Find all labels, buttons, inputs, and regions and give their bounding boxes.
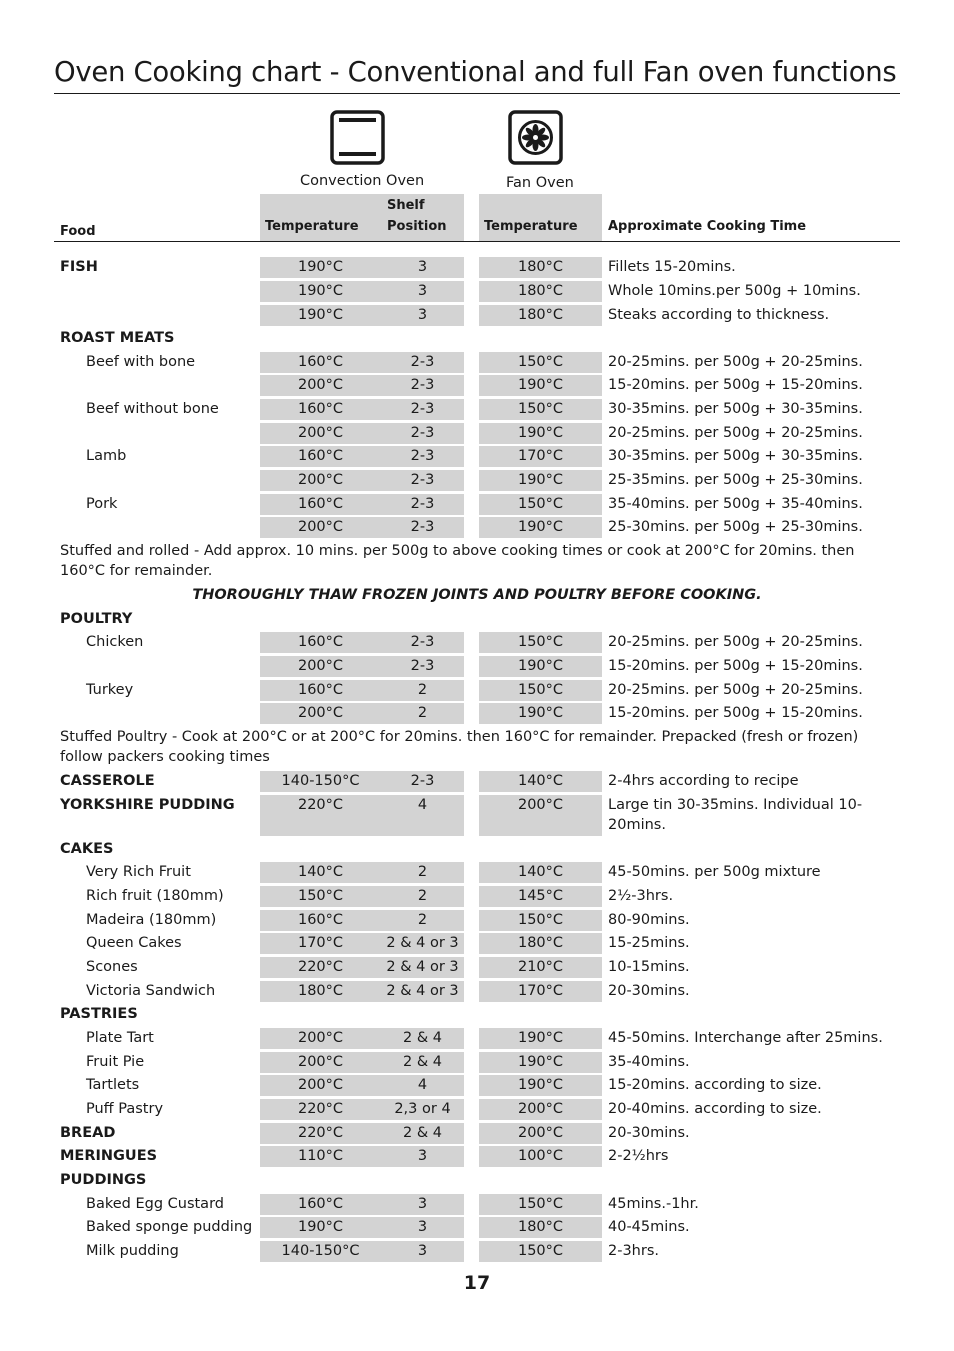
shelf-position: 2 [381, 703, 464, 724]
page-number: 17 [463, 1272, 491, 1294]
shelf-position: 2 & 4 [381, 1028, 464, 1049]
food-label: Rich fruit (180mm) [86, 888, 224, 904]
fan-temperature-header: Temperature [484, 219, 578, 234]
convection-oven-label: Convection Oven [300, 173, 425, 189]
convection-temperature: 160°C [260, 352, 381, 373]
cooking-time: Whole 10mins.per 500g + 10mins. [608, 283, 861, 299]
food-label: Plate Tart [86, 1030, 154, 1046]
fan-temperature: 170°C [479, 981, 602, 1002]
convection-temperature: 190°C [260, 257, 381, 278]
cooking-time: 15-20mins. per 500g + 15-20mins. [608, 658, 863, 674]
fan-temperature: 140°C [479, 862, 602, 883]
cooking-time: 40-45mins. [608, 1219, 690, 1235]
table-row [0, 446, 954, 467]
shelf-position: 2 & 4 or 3 [381, 957, 464, 978]
fan-temperature: 190°C [479, 1052, 602, 1073]
food-label: Fruit Pie [86, 1054, 145, 1070]
convection-temperature: 200°C [260, 470, 381, 491]
convection-temperature: 220°C [260, 1123, 381, 1144]
food-column-header: Food [60, 224, 96, 239]
table-row [0, 1146, 954, 1167]
fan-temperature: 150°C [479, 680, 602, 701]
convection-temperature: 200°C [260, 703, 381, 724]
cooking-time: 20-30mins. [608, 1125, 690, 1141]
shelf-position: 2,3 or 4 [381, 1099, 464, 1120]
convection-temperature: 200°C [260, 1052, 381, 1073]
shelf-position: 2-3 [381, 517, 464, 538]
food-label: POULTRY [60, 611, 133, 627]
shelf-position: 3 [381, 257, 464, 278]
shelf-position: 2-3 [381, 375, 464, 396]
convection-temperature: 220°C [260, 1099, 381, 1120]
shelf-position: 4 [381, 1075, 464, 1096]
shelf-position: 3 [381, 1194, 464, 1215]
table-row [0, 795, 954, 836]
food-label: Tartlets [86, 1077, 140, 1093]
food-label: Beef with bone [86, 354, 196, 370]
convection-temperature: 160°C [260, 632, 381, 653]
convection-oven-icon [330, 110, 385, 165]
stuffed-rolled-note: Stuffed and rolled - Add approx. 10 mins. per 500g to above cooking times or cook at 200°C for 20mins. then 160°C for remainder. [60, 543, 855, 579]
fan-temperature: 190°C [479, 1075, 602, 1096]
food-label: Chicken [86, 634, 144, 650]
cooking-time: 20-25mins. per 500g + 20-25mins. [608, 634, 863, 650]
shelf-position: 3 [381, 1146, 464, 1167]
convection-temperature: 170°C [260, 933, 381, 954]
table-row [0, 886, 954, 907]
food-label: Madeira (180mm) [86, 912, 217, 928]
stuffed-poultry-note: Stuffed Poultry - Cook at 200°C or at 200°C for 20mins. then 160°C for remainder. Prepacked (fresh or frozen) follow packers cooking times [60, 729, 859, 765]
fan-temperature: 200°C [479, 795, 602, 836]
shelf-position: 2-3 [381, 494, 464, 515]
convection-temperature: 200°C [260, 1075, 381, 1096]
fan-temperature: 150°C [479, 494, 602, 515]
fan-temperature: 150°C [479, 632, 602, 653]
convection-temperature: 180°C [260, 981, 381, 1002]
food-label: PUDDINGS [60, 1172, 147, 1188]
food-label: MERINGUES [60, 1148, 158, 1164]
table-row [0, 375, 954, 396]
convection-temperature: 160°C [260, 1194, 381, 1215]
food-label: YORKSHIRE PUDDING [60, 797, 235, 813]
cooking-time: 20-25mins. per 500g + 20-25mins. [608, 354, 863, 370]
shelf-position: 2-3 [381, 352, 464, 373]
shelf-header-line1: Shelf [387, 198, 425, 213]
convection-temperature: 200°C [260, 656, 381, 677]
convection-temperature: 200°C [260, 517, 381, 538]
table-row [0, 423, 954, 444]
food-label: CASSEROLE [60, 773, 155, 789]
convection-temperature: 220°C [260, 957, 381, 978]
title-divider [54, 93, 900, 94]
cooking-time: 35-40mins. per 500g + 35-40mins. [608, 496, 863, 512]
fan-temperature: 210°C [479, 957, 602, 978]
table-row [0, 910, 954, 931]
food-label: CAKES [60, 841, 114, 857]
convection-temperature: 140°C [260, 862, 381, 883]
table-row [0, 1052, 954, 1073]
fan-temperature: 200°C [479, 1099, 602, 1120]
food-label: Scones [86, 959, 138, 975]
convection-temperature: 140-150°C [260, 1241, 381, 1262]
convection-temperature: 220°C [260, 795, 381, 836]
convection-temperature: 110°C [260, 1146, 381, 1167]
fan-temperature: 200°C [479, 1123, 602, 1144]
fan-temperature: 190°C [479, 375, 602, 396]
fan-temperature: 150°C [479, 399, 602, 420]
table-row [0, 352, 954, 373]
convection-temperature: 200°C [260, 1028, 381, 1049]
shelf-position: 3 [381, 281, 464, 302]
convection-temperature: 190°C [260, 1217, 381, 1238]
shelf-position: 2 & 4 [381, 1123, 464, 1144]
convection-temperature: 160°C [260, 399, 381, 420]
food-label: BREAD [60, 1125, 116, 1141]
fan-temperature: 190°C [479, 423, 602, 444]
cooking-time: 15-20mins. per 500g + 15-20mins. [608, 705, 863, 721]
fan-temperature: 150°C [479, 1194, 602, 1215]
shelf-position: 2 & 4 or 3 [381, 981, 464, 1002]
cooking-time: 45mins.-1hr. [608, 1196, 699, 1212]
table-row [0, 656, 954, 677]
header-divider [54, 241, 900, 242]
fan-temperature: 190°C [479, 1028, 602, 1049]
cooking-time: 15-20mins. per 500g + 15-20mins. [608, 377, 863, 393]
thaw-warning: THOROUGHLY THAW FROZEN JOINTS AND POULTRY BEFORE COOKING. [192, 587, 762, 603]
table-row [0, 703, 954, 724]
fan-temperature: 170°C [479, 446, 602, 467]
food-label: Puff Pastry [86, 1101, 164, 1117]
fan-temperature: 140°C [479, 771, 602, 792]
cooking-time: 45-50mins. Interchange after 25mins. [608, 1030, 883, 1046]
food-label: Pork [86, 496, 118, 512]
fan-temperature: 190°C [479, 703, 602, 724]
shelf-position: 2-3 [381, 399, 464, 420]
convection-temperature-header: Temperature [265, 219, 359, 234]
shelf-position: 3 [381, 1217, 464, 1238]
fan-temperature: 150°C [479, 1241, 602, 1262]
shelf-position: 3 [381, 1241, 464, 1262]
shelf-position: 2-3 [381, 656, 464, 677]
shelf-position: 2-3 [381, 632, 464, 653]
cooking-time: Fillets 15-20mins. [608, 259, 736, 275]
table-row [0, 957, 954, 978]
cooking-time: 20-25mins. per 500g + 20-25mins. [608, 682, 863, 698]
shelf-position: 4 [381, 795, 464, 836]
fan-oven-icon [508, 110, 563, 165]
shelf-position: 2 & 4 or 3 [381, 933, 464, 954]
shelf-position: 2-3 [381, 771, 464, 792]
table-row [0, 305, 954, 326]
convection-temperature: 160°C [260, 446, 381, 467]
convection-temperature: 200°C [260, 423, 381, 444]
table-row [0, 1194, 954, 1215]
table-row [0, 257, 954, 278]
food-label: FISH [60, 259, 98, 275]
shelf-position: 2 & 4 [381, 1052, 464, 1073]
convection-temperature: 160°C [260, 494, 381, 515]
table-row [0, 862, 954, 883]
shelf-position: 2-3 [381, 446, 464, 467]
table-row [0, 1241, 954, 1262]
fan-temperature: 190°C [479, 656, 602, 677]
fan-temperature: 150°C [479, 352, 602, 373]
fan-temperature: 180°C [479, 1217, 602, 1238]
convection-temperature: 200°C [260, 375, 381, 396]
food-label: Baked Egg Custard [86, 1196, 224, 1212]
food-label: Very Rich Fruit [86, 864, 191, 880]
shelf-header-line2: Position [387, 219, 447, 234]
fan-temperature: 100°C [479, 1146, 602, 1167]
fan-oven-label: Fan Oven [506, 175, 574, 191]
category-heading [0, 1004, 954, 1025]
table-row [0, 1123, 954, 1144]
cooking-time: 2-4hrs according to recipe [608, 773, 799, 789]
fan-temperature: 180°C [479, 933, 602, 954]
cooking-time: 30-35mins. per 500g + 30-35mins. [608, 401, 863, 417]
fan-temperature: 190°C [479, 517, 602, 538]
food-label: Beef without bone [86, 401, 219, 417]
food-label: Queen Cakes [86, 935, 182, 951]
cooking-time: 20-25mins. per 500g + 20-25mins. [608, 425, 863, 441]
cooking-time: 80-90mins. [608, 912, 690, 928]
fan-temperature: 145°C [479, 886, 602, 907]
table-row [0, 771, 954, 792]
table-row [0, 933, 954, 954]
category-heading [0, 328, 954, 349]
fan-temperature: 180°C [479, 257, 602, 278]
cooking-time: 35-40mins. [608, 1054, 690, 1070]
category-heading [0, 839, 954, 860]
fan-temperature: 180°C [479, 305, 602, 326]
table-row [0, 981, 954, 1002]
cooking-time: Large tin 30-35mins. Individual 10-20mins. [608, 797, 863, 833]
food-label: Baked sponge pudding [86, 1219, 253, 1235]
shelf-position: 2 [381, 862, 464, 883]
category-heading [0, 1170, 954, 1191]
cooking-time: 10-15mins. [608, 959, 690, 975]
cooking-time: 20-30mins. [608, 983, 690, 999]
convection-temperature: 160°C [260, 910, 381, 931]
cooking-time: 2-2½hrs [608, 1148, 669, 1164]
shelf-position: 2 [381, 910, 464, 931]
shelf-position: 2-3 [381, 470, 464, 491]
convection-temperature: 190°C [260, 305, 381, 326]
shelf-position: 2 [381, 680, 464, 701]
cooking-time: 15-20mins. according to size. [608, 1077, 822, 1093]
cooking-time: 2-3hrs. [608, 1243, 659, 1259]
food-label: Lamb [86, 448, 127, 464]
shelf-position-header [387, 195, 447, 237]
food-label: Turkey [86, 682, 134, 698]
fan-temperature: 180°C [479, 281, 602, 302]
cooking-time: 30-35mins. per 500g + 30-35mins. [608, 448, 863, 464]
shelf-position: 2-3 [381, 423, 464, 444]
table-row [0, 680, 954, 701]
table-row [0, 470, 954, 491]
food-label: PASTRIES [60, 1006, 138, 1022]
convection-temperature: 150°C [260, 886, 381, 907]
table-row [0, 494, 954, 515]
table-row [0, 1028, 954, 1049]
convection-temperature: 140-150°C [260, 771, 381, 792]
table-row [0, 1217, 954, 1238]
page-title: Oven Cooking chart - Conventional and full Fan oven functions [54, 56, 897, 88]
cooking-time: 20-40mins. according to size. [608, 1101, 822, 1117]
fan-temperature: 150°C [479, 910, 602, 931]
table-row [0, 517, 954, 538]
table-row [0, 399, 954, 420]
cooking-time-header: Approximate Cooking Time [608, 219, 807, 234]
food-label: ROAST MEATS [60, 330, 175, 346]
cooking-time: 2½-3hrs. [608, 888, 674, 904]
cooking-time: 45-50mins. per 500g mixture [608, 864, 821, 880]
food-label: Victoria Sandwich [86, 983, 216, 999]
fan-temperature: 190°C [479, 470, 602, 491]
convection-temperature: 190°C [260, 281, 381, 302]
cooking-time: 15-25mins. [608, 935, 690, 951]
category-heading [0, 609, 954, 630]
convection-temperature: 160°C [260, 680, 381, 701]
food-label: Milk pudding [86, 1243, 179, 1259]
shelf-position: 3 [381, 305, 464, 326]
shelf-position: 2 [381, 886, 464, 907]
cooking-time: 25-30mins. per 500g + 25-30mins. [608, 519, 863, 535]
cooking-time: Steaks according to thickness. [608, 307, 830, 323]
table-row [0, 1075, 954, 1096]
cooking-time: 25-35mins. per 500g + 25-30mins. [608, 472, 863, 488]
table-row [0, 1099, 954, 1120]
table-row [0, 632, 954, 653]
table-row [0, 281, 954, 302]
